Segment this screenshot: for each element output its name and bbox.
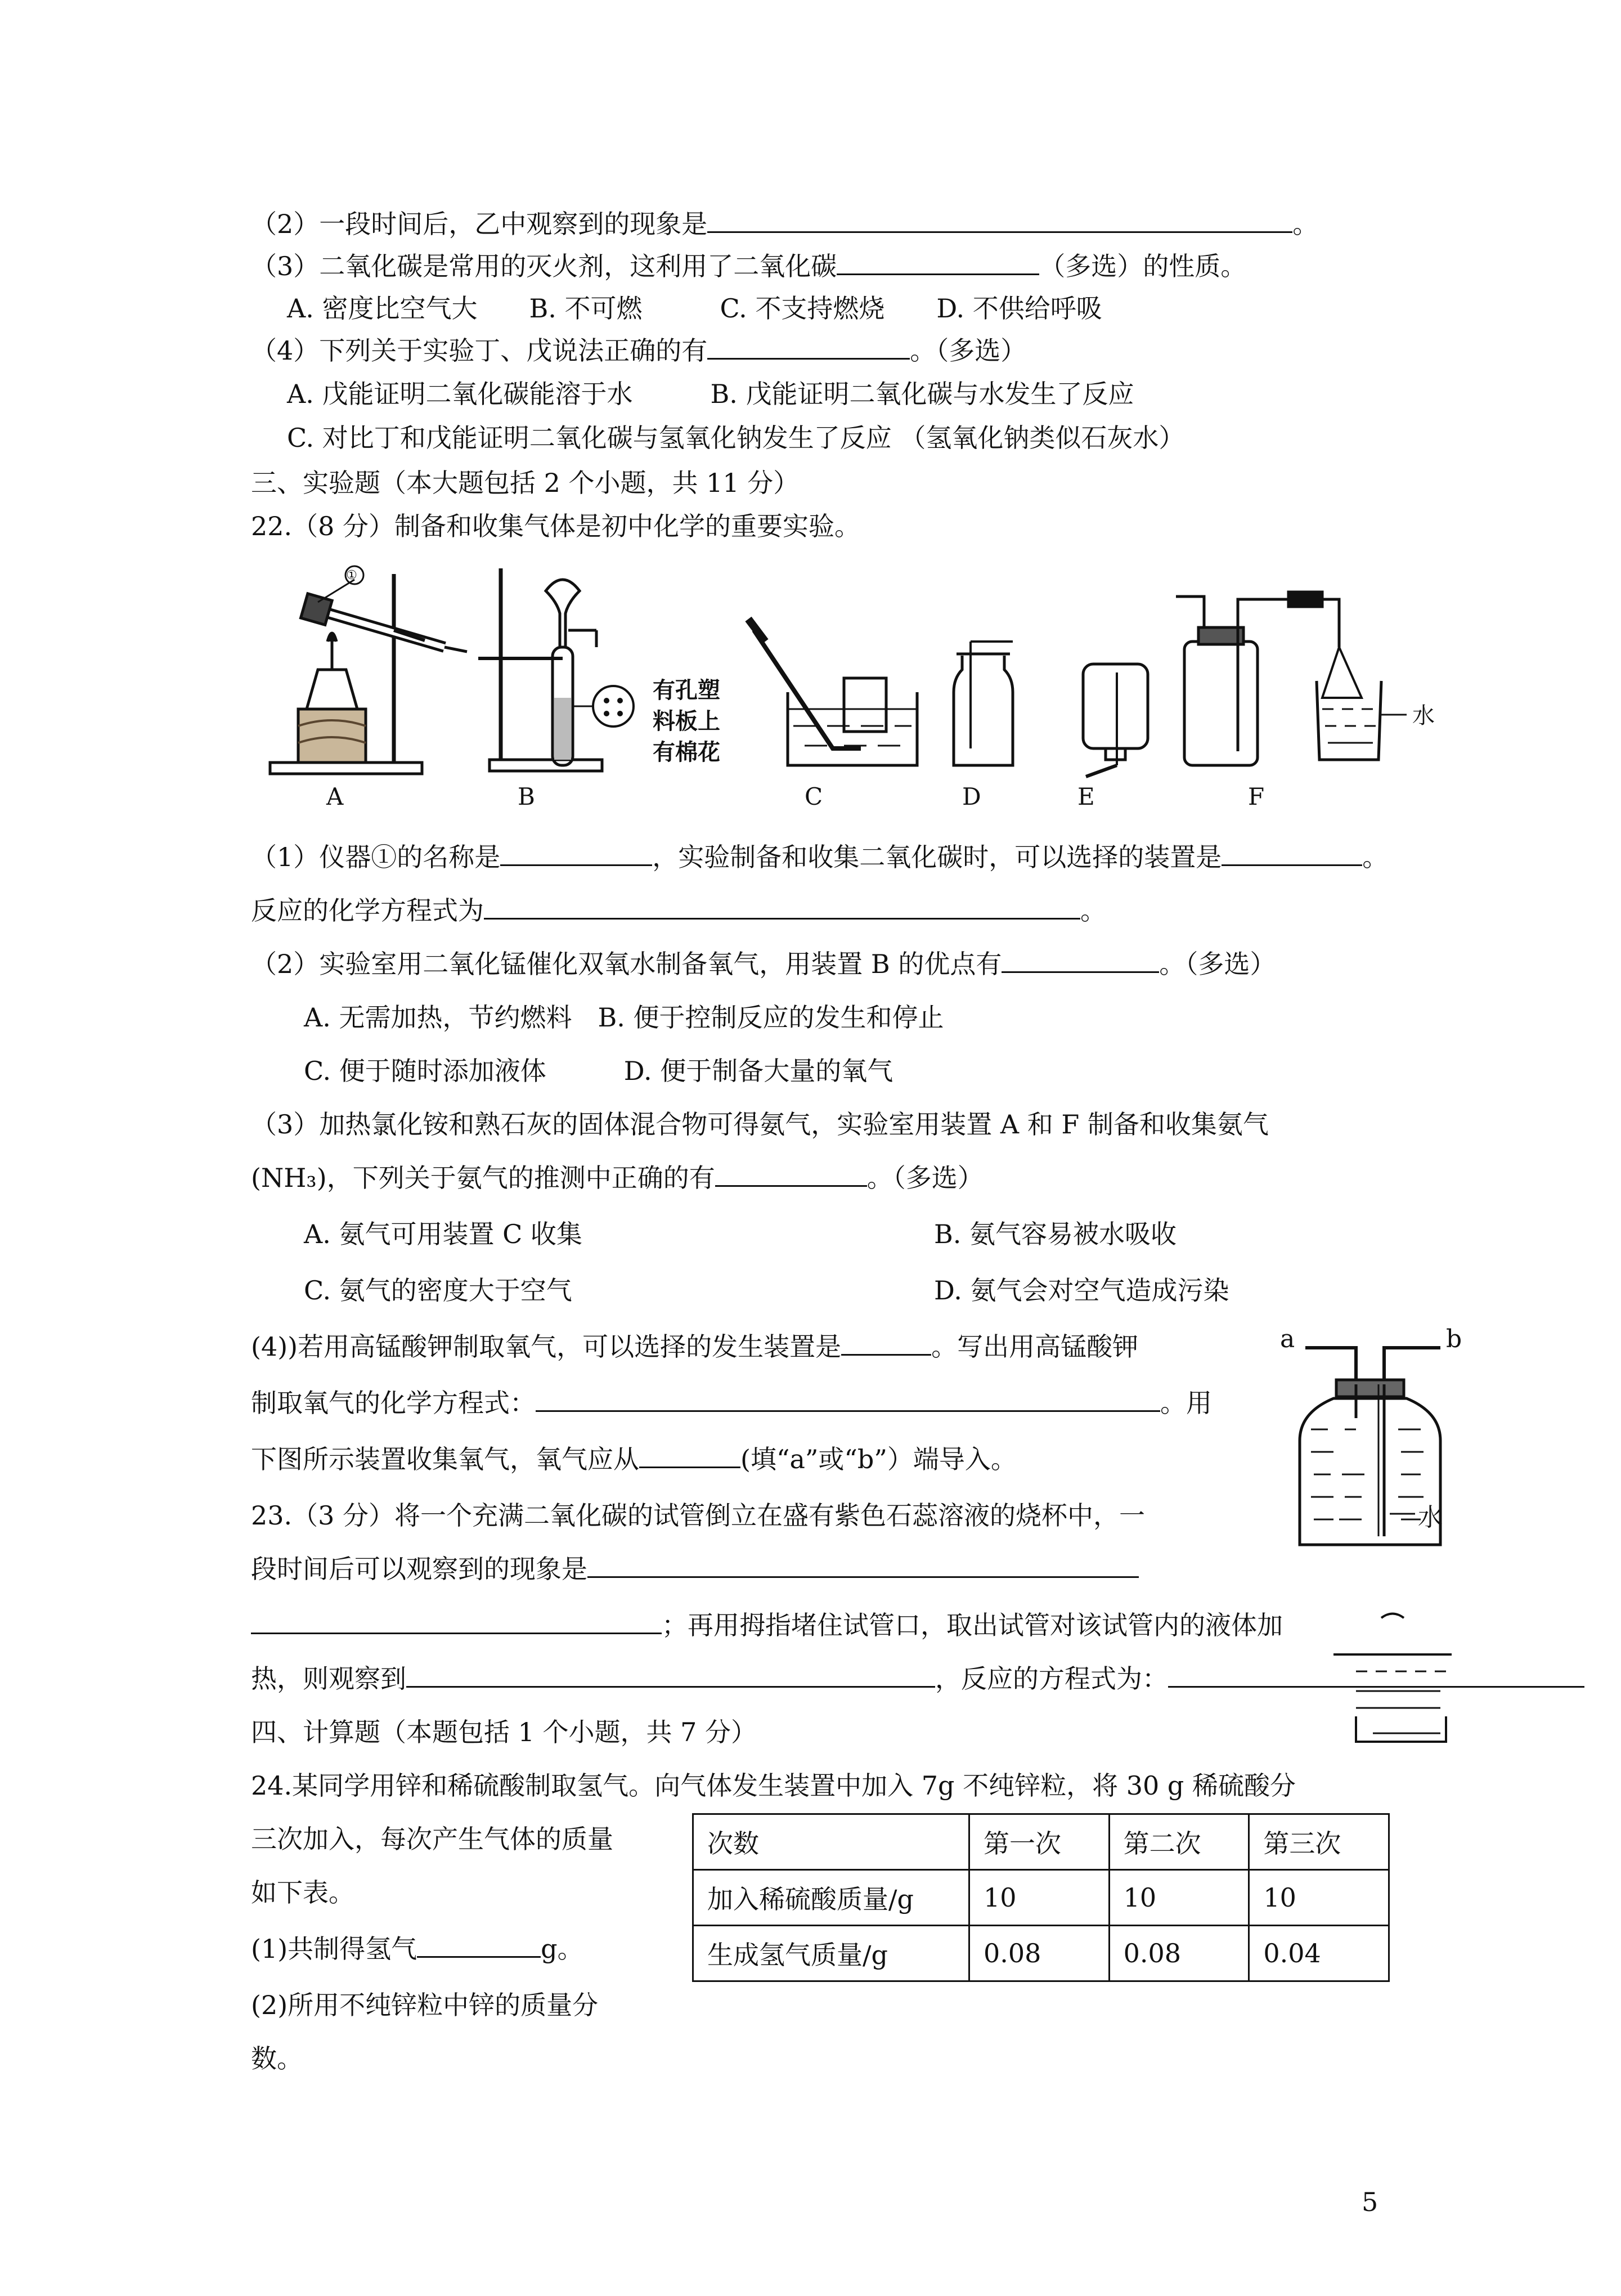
table-cell: 0.08 [969, 1926, 1110, 1981]
q22-part2-options-ab: A. 无需加热，节约燃料 B. 便于控制反应的发生和停止 [304, 1002, 944, 1033]
table-row [693, 1926, 1389, 1981]
q22-part3-line1: （3）加热氯化铵和熟石灰的固体混合物可得氨气，实验室用装置 A 和 F 制备和收集氨气 [251, 1109, 1269, 1140]
table-cell: 0.08 [1109, 1926, 1249, 1981]
label-c: C [805, 783, 823, 810]
q22-part2-options-cd: C. 便于随时添加液体 D. 便于制备大量的氧气 [304, 1056, 893, 1086]
apparatus-f [1176, 592, 1407, 765]
table-cell: 生成氢气质量/g [693, 1926, 969, 1981]
side-water-label: 水 [1418, 1503, 1443, 1532]
hydrogen-table [692, 1813, 1390, 1982]
q22-part3-option-c: C. 氨气的密度大于空气 [304, 1275, 572, 1306]
apparatus-e [1083, 664, 1148, 777]
beaker-sketch [1333, 1607, 1457, 1764]
water-label: 水 [1412, 703, 1435, 729]
q23-line1: 23.（3 分）将一个充满二氧化碳的试管倒立在盛有紫色石蕊溶液的烧杯中，一 [251, 1500, 1146, 1531]
q21-part3: （3）二氧化碳是常用的灭火剂，这利用了二氧化碳 （多选）的性质。 [251, 251, 1247, 281]
apparatus-a [270, 566, 467, 774]
table-cell: 10 [1109, 1870, 1249, 1926]
q22-part3-option-b: B. 氨气容易被水吸收 [934, 1219, 1177, 1249]
table-cell: 加入稀硫酸质量/g [693, 1870, 969, 1926]
table-header-cell: 第二次 [1109, 1814, 1249, 1870]
q22-part2: （2）实验室用二氧化锰催化双氧水制备氧气，用装置 B 的优点有 。（多选） [251, 949, 1276, 979]
q24-part2-line2: 数。 [251, 2043, 303, 2074]
table-row [693, 1870, 1389, 1926]
apparatus-d [954, 642, 1013, 765]
circled-one: ① [346, 568, 357, 582]
q21-part4-option-c: C. 对比丁和戊能证明二氧化碳与氢氧化钠发生了反应 （氢氧化钠类似石灰水） [287, 423, 1185, 453]
plate-note-2: 料板上 [653, 708, 720, 734]
q22-part4-line3: 下图所示装置收集氧气，氧气应从 (填“a”或“b”）端导入。 [251, 1444, 1017, 1474]
q23-line2: 段时间后可以观察到的现象是 [251, 1553, 1139, 1585]
table-header-cell: 第一次 [969, 1814, 1110, 1870]
apparatus-b [478, 568, 634, 771]
section-3-heading: 三、实验题（本大题包括 2 个小题，共 11 分） [251, 468, 800, 498]
q23-line3: ；再用拇指堵住试管口，取出试管对该试管内的液体加 [251, 1609, 1283, 1641]
port-a-label: a [1280, 1325, 1295, 1353]
q24-part1: (1)共制得氢气 g。 [251, 1934, 583, 1964]
page-number: 5 [1362, 2187, 1378, 2217]
section-4-heading: 四、计算题（本题包括 1 个小题，共 7 分） [251, 1717, 757, 1747]
q22-part3-line2: (NH₃)，下列关于氨气的推测中正确的有 。（多选） [251, 1163, 984, 1193]
apparatus-c [748, 619, 917, 765]
table-cell: 0.04 [1249, 1926, 1389, 1981]
table-header-row [693, 1814, 1389, 1870]
q22-part1-equation: 反应的化学方程式为 。 [251, 895, 1106, 926]
q21-part4-options-ab: A. 戊能证明二氧化碳能溶于水 B. 戊能证明二氧化碳与水发生了反应 [287, 379, 1134, 409]
label-b: B [518, 783, 535, 810]
label-d: D [962, 783, 981, 810]
q21-part3-options: A. 密度比空气大 B. 不可燃 C. 不支持燃烧 D. 不供给呼吸 [287, 293, 1102, 324]
apparatus-figure [264, 557, 1474, 822]
table-cell: 10 [969, 1870, 1110, 1926]
label-f: F [1248, 783, 1265, 810]
q23-line4: 热，则观察到 ，反应的方程式为： [251, 1663, 1584, 1694]
q22-part4-line2: 制取氧气的化学方程式： 。用 [251, 1388, 1212, 1418]
q24-line1: 24.某同学用锌和稀硫酸制取氢气。向气体发生装置中加入 7g 不纯锌粒，将 30 g 稀硫酸分 [251, 1770, 1296, 1801]
plate-note-1: 有孔塑 [653, 677, 720, 703]
q22-part3-option-d: D. 氨气会对空气造成污染 [934, 1275, 1229, 1306]
q21-part4: （4）下列关于实验丁、戊说法正确的有 。（多选） [251, 335, 1027, 366]
q21-part2: （2）一段时间后，乙中观察到的现象是 。 [251, 209, 1319, 239]
table-cell: 10 [1249, 1870, 1389, 1926]
q24-part2-line1: (2)所用不纯锌粒中锌的质量分 [251, 1990, 599, 2020]
q24-line2: 三次加入，每次产生气体的质量 [251, 1824, 613, 1854]
label-a: A [326, 783, 344, 810]
q22-part3-option-a: A. 氨气可用装置 C 收集 [304, 1219, 582, 1249]
label-e: E [1077, 783, 1095, 810]
q22-part1: （1）仪器①的名称是 ，实验制备和收集二氧化碳时，可以选择的装置是 。 [251, 842, 1389, 872]
plate-note-3: 有棉花 [653, 739, 720, 765]
q22-heading: 22.（8 分）制备和收集气体是初中化学的重要实验。 [251, 511, 861, 541]
q24-line3: 如下表。 [251, 1877, 354, 1908]
table-header-cell: 次数 [693, 1814, 969, 1870]
port-b-label: b [1446, 1325, 1462, 1353]
q22-part4-line1: (4))若用高锰酸钾制取氧气，可以选择的发生装置是 。写出用高锰酸钾 [251, 1331, 1139, 1362]
table-header-cell: 第三次 [1249, 1814, 1389, 1870]
